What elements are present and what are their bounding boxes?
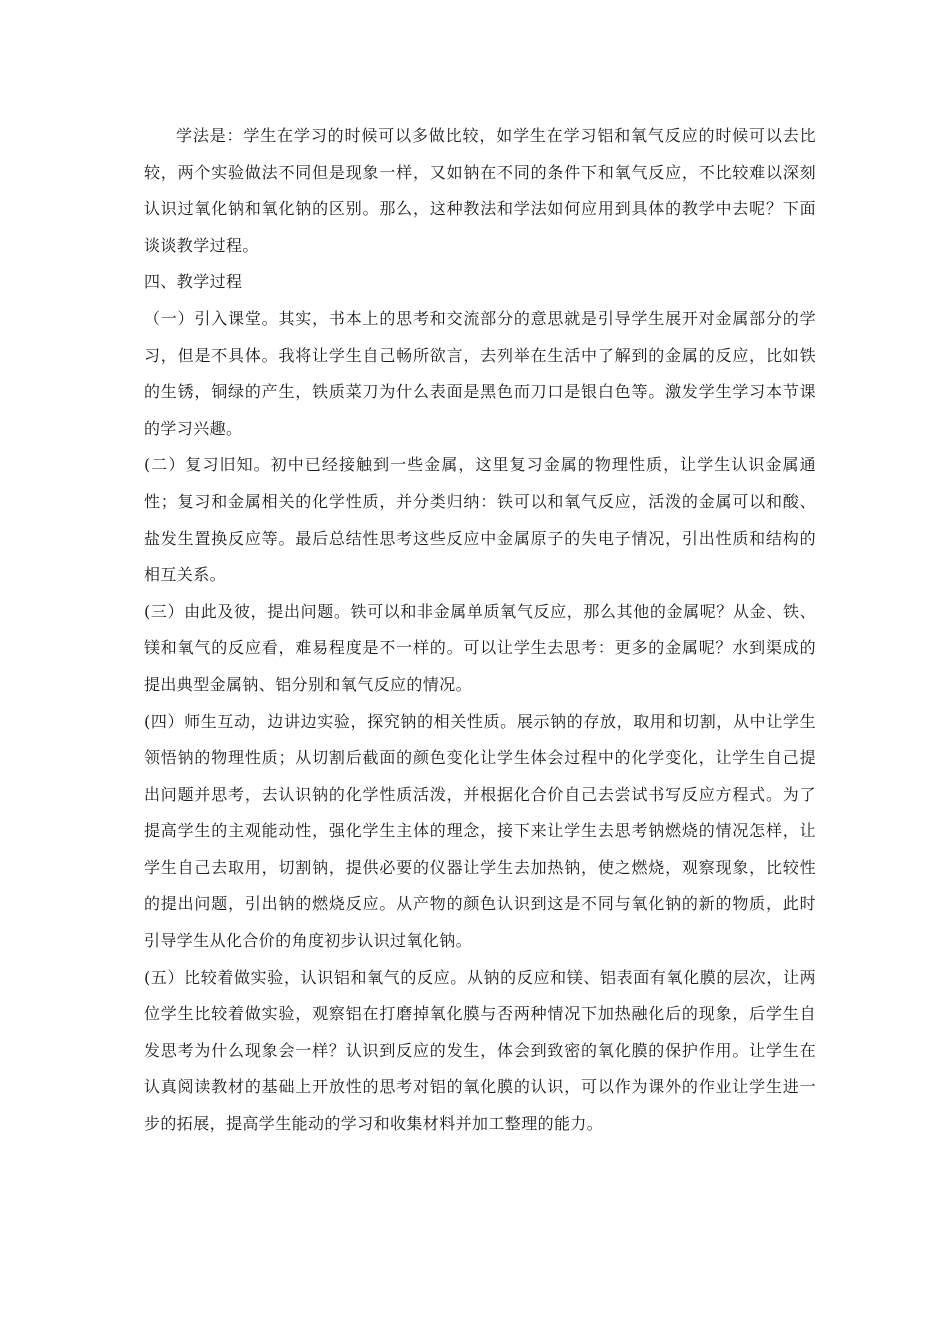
paragraph-step-4: (四）师生互动，边讲边实验，探究钠的相关性质。展示钠的存放，取用和切割，从中让学生领悟钠的物理性质；从切割后截面的颜色变化让学生体会过程中的化学变化，让学生自己提出问题并思考，去认识钠的化学性质活泼，并根据化合价自己去尝试书写反应方程式。为了提高学生的主观能动性，强化学生主体的理念，接下来让学生去思考钠燃烧的情况怎样，让学生自己去取用，切割钠，提供必要的仪器让学生去加热钠，使之燃烧，观察现象，比较性的提出问题，引出钠的燃烧反应。从产物的颜色认识到这是不同与氧化钠的新的物质，此时引导学生从化合价的角度初步认识过氧化钠。 xyxy=(144,711,816,951)
paragraph-study-method: 学法是：学生在学习的时候可以多做比较，如学生在学习铝和氧气反应的时候可以去比较，两个实验做法不同但是现象一样，又如钠在不同的条件下和氧气反应，不比较难以深刻认识过氧化钠和氧化钠的区别。那么，这种教法和学法如何应用到具体的教学中去呢？下面谈谈教学过程。 xyxy=(144,126,816,255)
paragraph-step-1: （一）引入课堂。其实，书本上的思考和交流部分的意思就是引导学生展开对金属部分的学习，但是不具体。我将让学生自己畅所欲言，去列举在生活中了解到的金属的反应，比如铁的生锈，铜绿的产生，铁质菜刀为什么表面是黑色而刀口是银白色等。激发学生学习本节课的学习兴趣。 xyxy=(144,308,816,438)
section-heading-teaching-process: 四、教学过程 xyxy=(144,272,243,292)
paragraph-step-2: (二）复习旧知。初中已经接触到一些金属，这里复习金属的物理性质，让学生认识金属通性；复习和金属相关的化学性质，并分类归纳：铁可以和氧气反应，活泼的金属可以和酸、盐发生置换反应等。最后总结性思考这些反应中金属原子的失电子情况，引出性质和结构的相互关系。 xyxy=(144,455,816,585)
document-body xyxy=(144,118,816,1143)
paragraph-step-3: (三）由此及彼，提出问题。铁可以和非金属单质氧气反应，那么其他的金属呢？从金、铁、镁和氧气的反应看，难易程度是不一样的。可以让学生去思考：更多的金属呢？水到渠成的提出典型金属钠、铝分别和氧气反应的情况。 xyxy=(144,601,816,694)
paragraph-step-5: (五）比较着做实验，认识铝和氧气的反应。从钠的反应和镁、铝表面有氧化膜的层次，让两位学生比较着做实验，观察铝在打磨掉氧化膜与否两种情况下加热融化后的现象，后学生自发思考为什么现象会一样？认识到反应的发生，体会到致密的氧化膜的保护作用。让学生在认真阅读教材的基础上开放性的思考对铝的氧化膜的认识，可以作为课外的作业让学生进一步的拓展，提高学生能动的学习和收集材料并加工整理的能力。 xyxy=(144,967,816,1134)
